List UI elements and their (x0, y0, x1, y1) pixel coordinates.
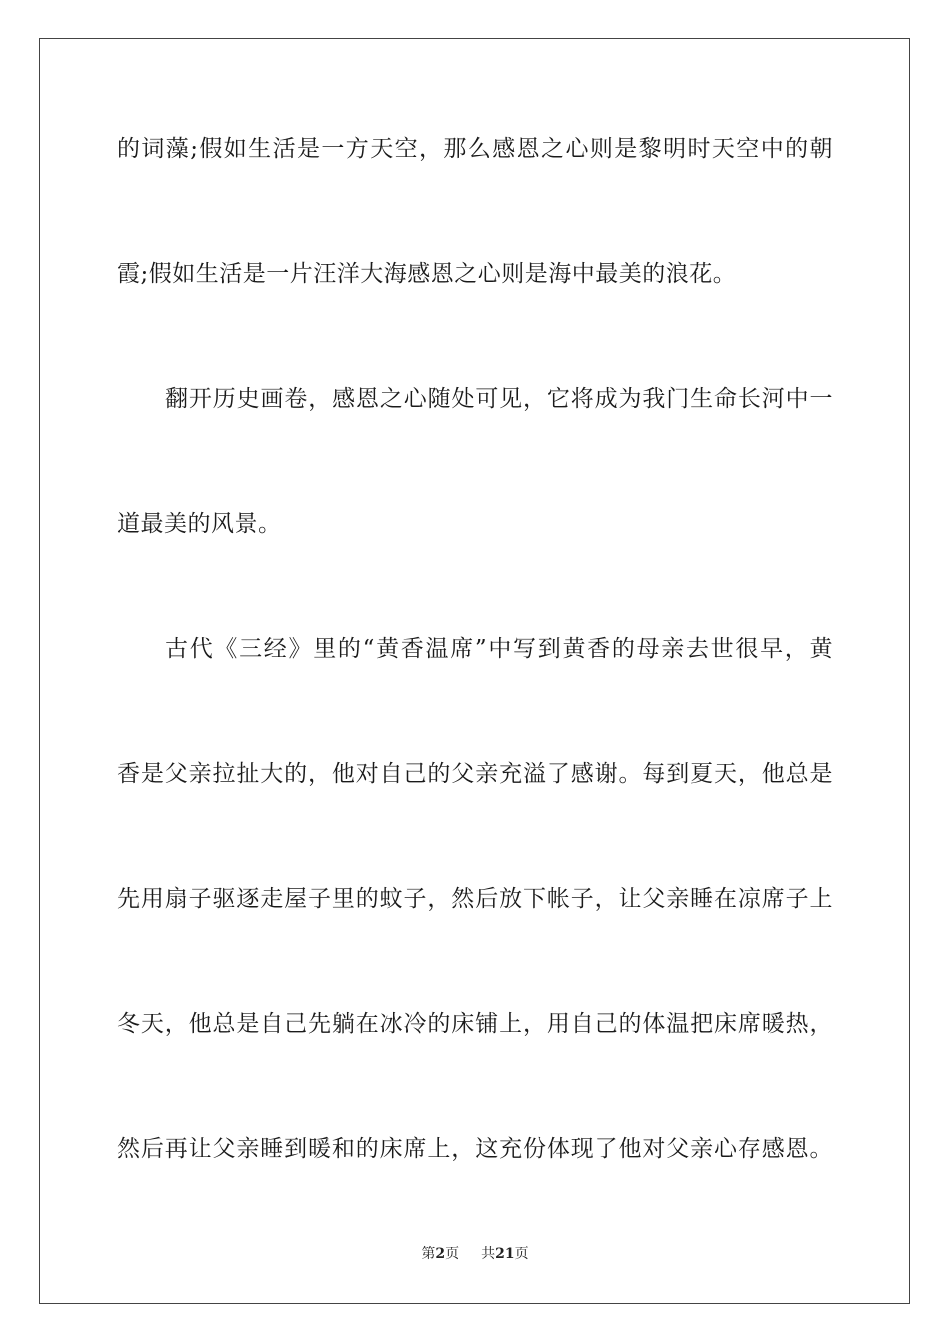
text-line-8: 冬天，他总是自己先躺在冰冷的床铺上，用自己的体温把床席暖热， (117, 1011, 833, 1037)
page-suffix: 页 (445, 1246, 460, 1262)
total-suffix: 页 (514, 1246, 529, 1262)
text-line-5: 古代《三经》里的“黄香温席”中写到黄香的母亲去世很早，黄 (165, 636, 833, 662)
page-border (39, 38, 910, 1304)
total-pages: 21 (495, 1246, 515, 1262)
text-line-2: 霞;假如生活是一片汪洋大海感恩之心则是海中最美的浪花。 (117, 261, 737, 287)
total-pages-indicator (481, 1245, 528, 1263)
total-prefix: 共 (481, 1246, 496, 1262)
text-line-1: 的词藻;假如生活是一方天空，那么感恩之心则是黎明时天空中的朝 (117, 136, 833, 162)
page-number: 2 (435, 1246, 446, 1262)
text-line-9: 然后再让父亲睡到暖和的床席上，这充份体现了他对父亲心存感恩。 (117, 1136, 833, 1162)
page-footer (0, 1245, 950, 1263)
text-line-7: 先用扇子驱逐走屋子里的蚊子，然后放下帐子，让父亲睡在凉席子上 (117, 886, 833, 912)
text-line-4: 道最美的风景。 (117, 511, 282, 537)
page-prefix: 第 (421, 1246, 436, 1262)
text-line-6: 香是父亲拉扯大的，他对自己的父亲充溢了感谢。每到夏天，他总是 (117, 761, 833, 787)
text-line-3: 翻开历史画卷，感恩之心随处可见，它将成为我门生命长河中一 (165, 386, 833, 412)
page-indicator (421, 1245, 459, 1263)
